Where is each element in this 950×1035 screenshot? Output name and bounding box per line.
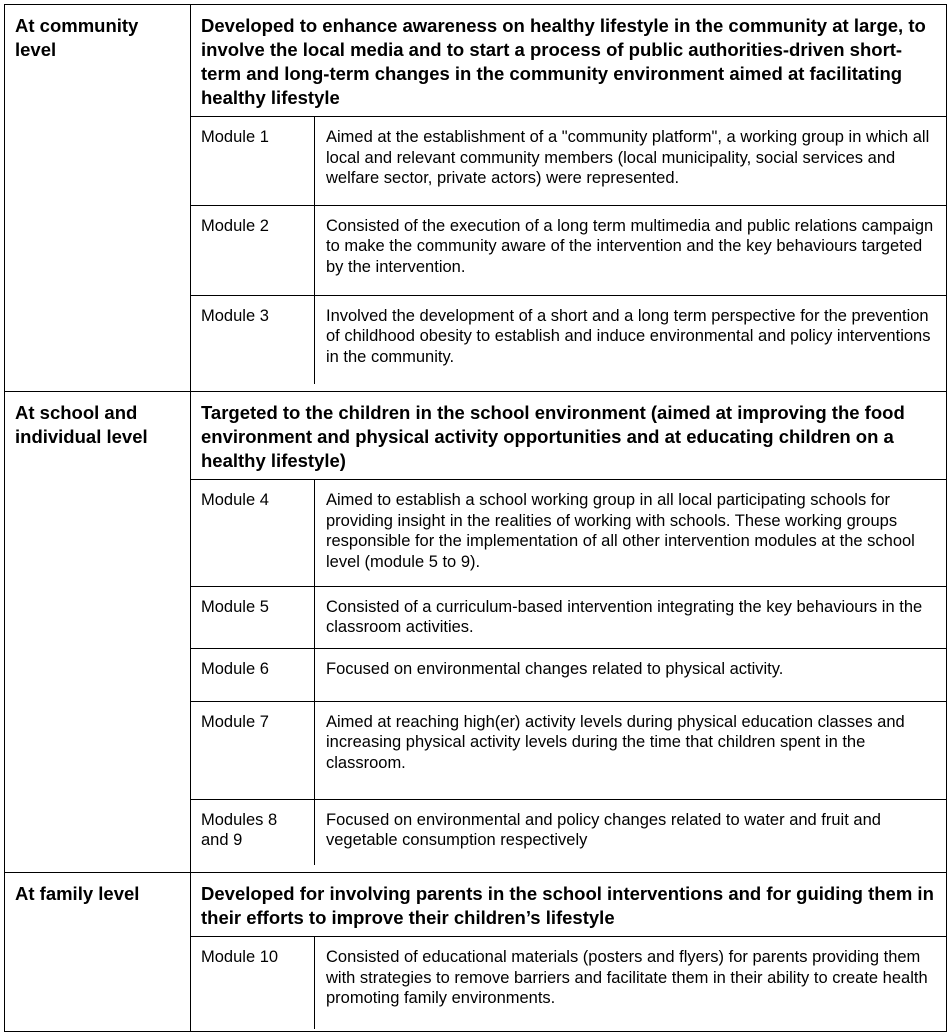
module-row (191, 937, 946, 1029)
section-content (191, 873, 947, 1032)
section-content (191, 392, 947, 873)
module-description: Consisted of the execution of a long term multimedia and public relations campaign to make the community aware of the intervention and the key behaviours targeted by the intervention. (315, 205, 947, 295)
section-heading: Developed to enhance awareness on healthy lifestyle in the community at large, to involve the local media and to start a process of public authorities-driven short-term and long-term changes in the community environment aimed at facilitating healthy lifestyle (191, 5, 946, 117)
module-row (191, 117, 946, 205)
module-row (191, 295, 946, 384)
section-row-school (5, 392, 947, 873)
module-row (191, 701, 946, 799)
module-row (191, 648, 946, 701)
module-description: Consisted of educational materials (posters and flyers) for parents providing them with strategies to remove barriers and facilitate them in their ability to create health promoting family environments. (326, 948, 928, 1007)
module-list (191, 480, 946, 865)
module-name: Modules 8 and 9 (191, 799, 315, 865)
module-description: Aimed to establish a school working group in all local participating schools for providing insight in the realities of working with schools. These working groups responsible for the implementation of all other intervention modules at the school level (module 5 to 9). (326, 491, 915, 571)
module-name: Module 1 (191, 117, 315, 205)
section-heading: Targeted to the children in the school environment (aimed at improving the food environment and physical activity opportunities and at educating children on a healthy lifestyle) (191, 392, 946, 480)
module-row (191, 799, 946, 865)
module-description: Aimed at reaching high(er) activity levels during physical education classes and increasing physical activity levels during the time that children spent in the classroom. (315, 701, 947, 799)
module-row (191, 205, 946, 295)
module-name: Module 10 (191, 937, 315, 1029)
module-name: Module 5 (191, 586, 315, 648)
module-name: Module 7 (191, 701, 315, 799)
level-label: At family level (5, 873, 191, 1032)
section-heading: Developed for involving parents in the school interventions and for guiding them in their efforts to improve their children’s lifestyle (191, 873, 946, 937)
module-description: Involved the development of a short and a long term perspective for the prevention of childhood obesity to establish and induce environmental and policy interventions in the community. (315, 295, 947, 384)
module-description: Consisted of a curriculum-based intervention integrating the key behaviours in the classroom activities. (315, 586, 947, 648)
section-row-family (5, 873, 947, 1032)
module-row (191, 586, 946, 648)
module-description: Focused on environmental changes related to physical activity. (315, 648, 947, 701)
section-content (191, 5, 947, 392)
module-description: Aimed at the establishment of a "community platform", a working group in which all local and relevant community members (local municipality, social services and welfare sector, private actors) were represented. (326, 128, 930, 187)
intervention-modules-table (4, 4, 947, 1032)
level-label: At school and individual level (5, 392, 191, 873)
level-label: At community level (5, 5, 191, 392)
module-name: Module 6 (191, 648, 315, 701)
module-row (191, 480, 946, 586)
module-name: Module 2 (191, 205, 315, 295)
module-name: Module 4 (191, 480, 315, 586)
section-row-community (5, 5, 947, 392)
module-list (191, 117, 946, 384)
module-description: Focused on environmental and policy changes related to water and fruit and vegetable consumption respectively (315, 799, 947, 865)
module-name: Module 3 (191, 295, 315, 384)
module-list (191, 937, 946, 1029)
